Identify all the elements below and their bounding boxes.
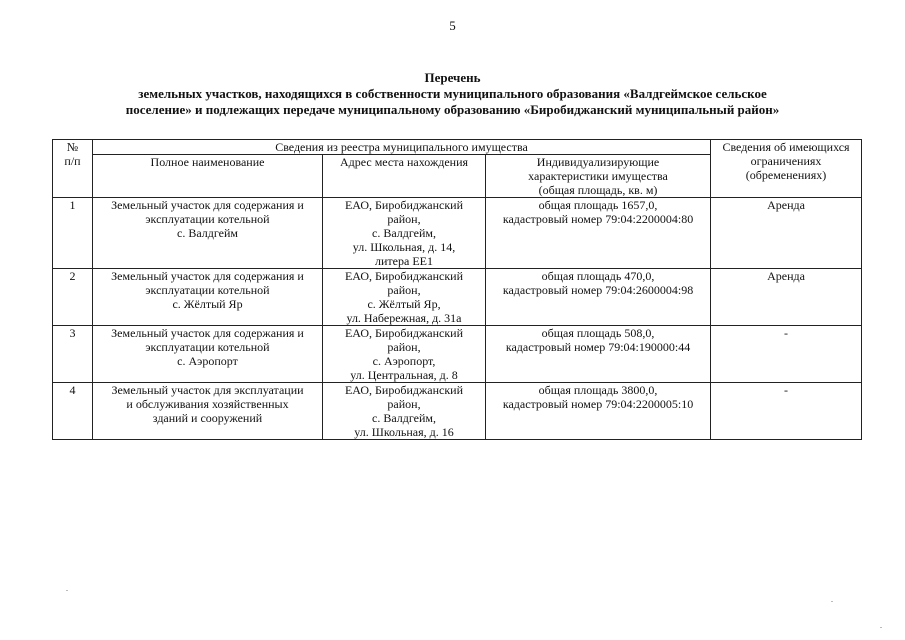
cell-name: Земельный участок для содержания и эксплуатации котельной с. Валдгейм	[93, 198, 323, 269]
scan-speck	[66, 590, 68, 591]
cell-address: ЕАО, Биробиджанский район, с. Жёлтый Яр, ул. Набережная, д. 31а	[323, 269, 486, 326]
title-line-2: земельных участков, находящихся в собственности муниципального образования «Валдгеймское сельское	[138, 86, 767, 101]
land-plots-table	[52, 139, 862, 440]
document-title	[40, 70, 865, 118]
title-line-3: поселение» и подлежащих передаче муниципальному образованию «Биробиджанский муниципальный район»	[125, 102, 780, 117]
cell-name: Земельный участок для содержания и эксплуатации котельной с. Аэропорт	[93, 326, 323, 383]
cell-characteristics: общая площадь 3800,0, кадастровый номер 79:04:2200005:10	[486, 383, 711, 440]
page-number: 5	[449, 18, 456, 33]
scan-speck	[880, 627, 882, 628]
header-number: № п/п	[53, 140, 93, 198]
header-registry-group: Сведения из реестра муниципального имущества	[93, 140, 711, 155]
cell-restrictions: -	[711, 383, 862, 440]
cell-number: 3	[53, 326, 93, 383]
header-characteristics: Индивидуализирующие характеристики имущества (общая площадь, кв. м)	[486, 155, 711, 198]
header-name: Полное наименование	[93, 155, 323, 198]
title-line-1: Перечень	[424, 70, 481, 85]
cell-name: Земельный участок для эксплуатации и обслуживания хозяйственных зданий и сооружений	[93, 383, 323, 440]
cell-name: Земельный участок для содержания и эксплуатации котельной с. Жёлтый Яр	[93, 269, 323, 326]
cell-number: 4	[53, 383, 93, 440]
table-row	[53, 383, 862, 440]
scan-speck	[831, 601, 833, 602]
table-row	[53, 326, 862, 383]
table-row	[53, 198, 862, 269]
cell-restrictions: Аренда	[711, 198, 862, 269]
cell-number: 2	[53, 269, 93, 326]
cell-characteristics: общая площадь 1657,0, кадастровый номер 79:04:2200004:80	[486, 198, 711, 269]
table-row	[53, 269, 862, 326]
cell-characteristics: общая площадь 508,0, кадастровый номер 79:04:190000:44	[486, 326, 711, 383]
header-address: Адрес места нахождения	[323, 155, 486, 198]
cell-number: 1	[53, 198, 93, 269]
cell-restrictions: -	[711, 326, 862, 383]
cell-address: ЕАО, Биробиджанский район, с. Аэропорт, ул. Центральная, д. 8	[323, 326, 486, 383]
cell-characteristics: общая площадь 470,0, кадастровый номер 79:04:2600004:98	[486, 269, 711, 326]
cell-address: ЕАО, Биробиджанский район, с. Валдгейм, ул. Школьная, д. 14, литера ЕЕ1	[323, 198, 486, 269]
cell-restrictions: Аренда	[711, 269, 862, 326]
header-restrictions: Сведения об имеющихся ограничениях (обременениях)	[711, 140, 862, 198]
cell-address: ЕАО, Биробиджанский район, с. Валдгейм, ул. Школьная, д. 16	[323, 383, 486, 440]
